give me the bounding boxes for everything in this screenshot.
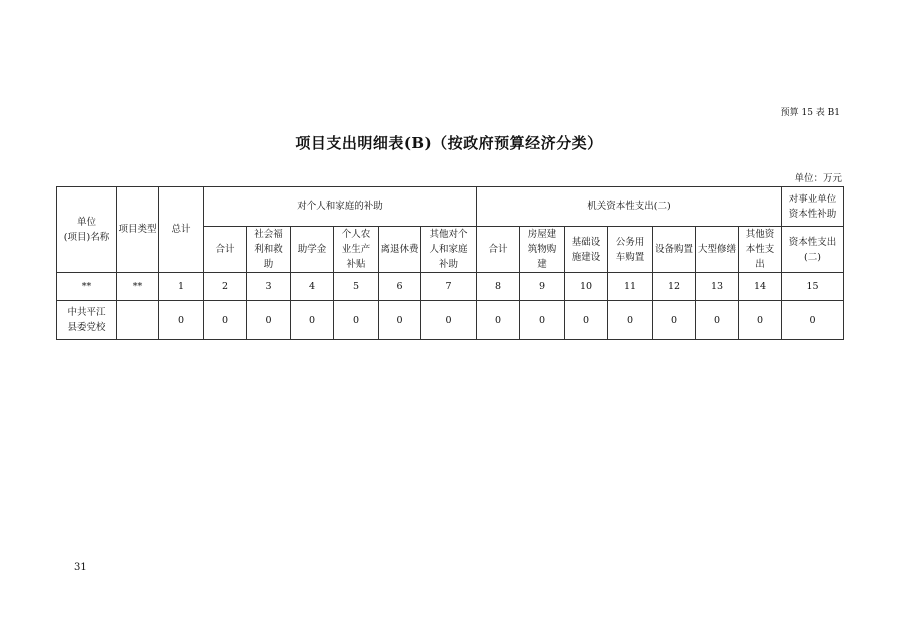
row-value: 0 [159,301,204,340]
page-number: 31 [74,562,87,573]
row-value: 0 [291,301,334,340]
row-value: 0 [247,301,291,340]
header-group-capital: 机关资本性支出(二) [477,187,782,227]
page-title: 项目支出明细表(B)（按政府预算经济分类） [295,134,603,152]
header-capital-sub: 设备购置 [653,227,696,273]
index-cell: 6 [379,273,421,301]
row-value: 0 [520,301,565,340]
index-cell: 4 [291,273,334,301]
header-enterprise-sub: 资本性支出(二) [782,227,844,273]
header-total: 总计 [159,187,204,273]
header-personal-sub: 离退休费 [379,227,421,273]
index-cell: 3 [247,273,291,301]
header-personal-sub: 助学金 [291,227,334,273]
unit-label: 单位：万元 [794,173,842,184]
header-personal-sub: 其他对个人和家庭补助 [421,227,477,273]
index-cell: 1 [159,273,204,301]
row-value: 0 [421,301,477,340]
row-value: 0 [653,301,696,340]
header-capital-sub: 大型修缮 [696,227,739,273]
table-row [57,301,844,340]
header-capital-sub: 公务用车购置 [608,227,653,273]
header-capital-sub: 房屋建筑物购建 [520,227,565,273]
row-value: 0 [782,301,844,340]
row-type [117,301,159,340]
header-personal-sub: 个人农业生产补贴 [334,227,379,273]
header-unit-label: 单位 (项目)名称 [63,216,110,243]
row-value: 0 [565,301,608,340]
row-value: 0 [608,301,653,340]
row-value: 0 [379,301,421,340]
header-personal-sub: 合计 [204,227,247,273]
index-cell: 5 [334,273,379,301]
budget-table [56,186,844,340]
row-value: 0 [204,301,247,340]
header-capital-sub: 基础设施建设 [565,227,608,273]
index-cell: 2 [204,273,247,301]
index-cell: 10 [565,273,608,301]
index-cell: 11 [608,273,653,301]
index-cell: ** [117,273,159,301]
table-code: 预算 15 表 B1 [780,108,840,118]
index-cell: 8 [477,273,520,301]
header-type: 项目类型 [117,187,159,273]
row-value: 0 [696,301,739,340]
index-cell: ** [57,273,117,301]
index-cell: 12 [653,273,696,301]
header-group-personal: 对个人和家庭的补助 [204,187,477,227]
index-cell: 9 [520,273,565,301]
header-unit [57,187,117,273]
row-unit-name: 中共平江县委党校 [57,301,117,340]
row-value: 0 [739,301,782,340]
row-value: 0 [477,301,520,340]
row-value: 0 [334,301,379,340]
header-capital-sub: 其他资本性支出 [739,227,782,273]
header-personal-sub: 社会福利和救助 [247,227,291,273]
index-cell: 13 [696,273,739,301]
index-cell: 15 [782,273,844,301]
header-capital-sub: 合计 [477,227,520,273]
index-cell: 14 [739,273,782,301]
index-cell: 7 [421,273,477,301]
header-group-enterprise: 对事业单位资本性补助 [782,187,844,227]
